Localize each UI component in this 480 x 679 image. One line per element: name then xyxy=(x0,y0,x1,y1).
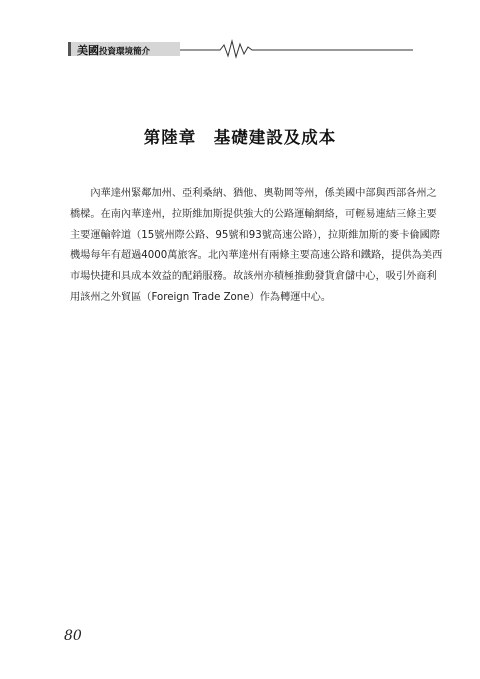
running-header xyxy=(68,36,413,60)
body-paragraph xyxy=(70,184,443,309)
body-line: 市場快捷和具成本效益的配銷服務。故該州亦積極推動發貨倉儲中心，吸引外商利 xyxy=(70,271,437,283)
header-wave-line xyxy=(180,36,413,60)
body-line: 內華達州緊鄰加州、亞利桑納、猶他、奧勒岡等州，係美國中部與西部各州之 xyxy=(70,188,437,199)
body-line: 機場每年有超過4000萬旅客。北內華達州有兩條主要高速公路和鐵路，提供為美西 xyxy=(70,250,443,262)
body-line: 主要運輸幹道（15號州際公路、95號和93號高速公路），拉斯維加斯的麥卡倫國際 xyxy=(70,229,440,241)
header-title-sub: 投資環境簡介 xyxy=(99,47,151,56)
page-number: 80 xyxy=(64,628,82,644)
body-line: 用該州之外貿區（Foreign Trade Zone）作為轉運中心。 xyxy=(70,291,332,303)
chapter-title: 第陸章 基礎建設及成本 xyxy=(143,128,337,147)
body-line: 橋樑。在南內華達州，拉斯維加斯提供強大的公路運輸網絡，可輕易連結三條主要 xyxy=(70,208,437,220)
header-title-tab xyxy=(68,42,180,56)
header-title-main: 美國 xyxy=(77,44,99,56)
